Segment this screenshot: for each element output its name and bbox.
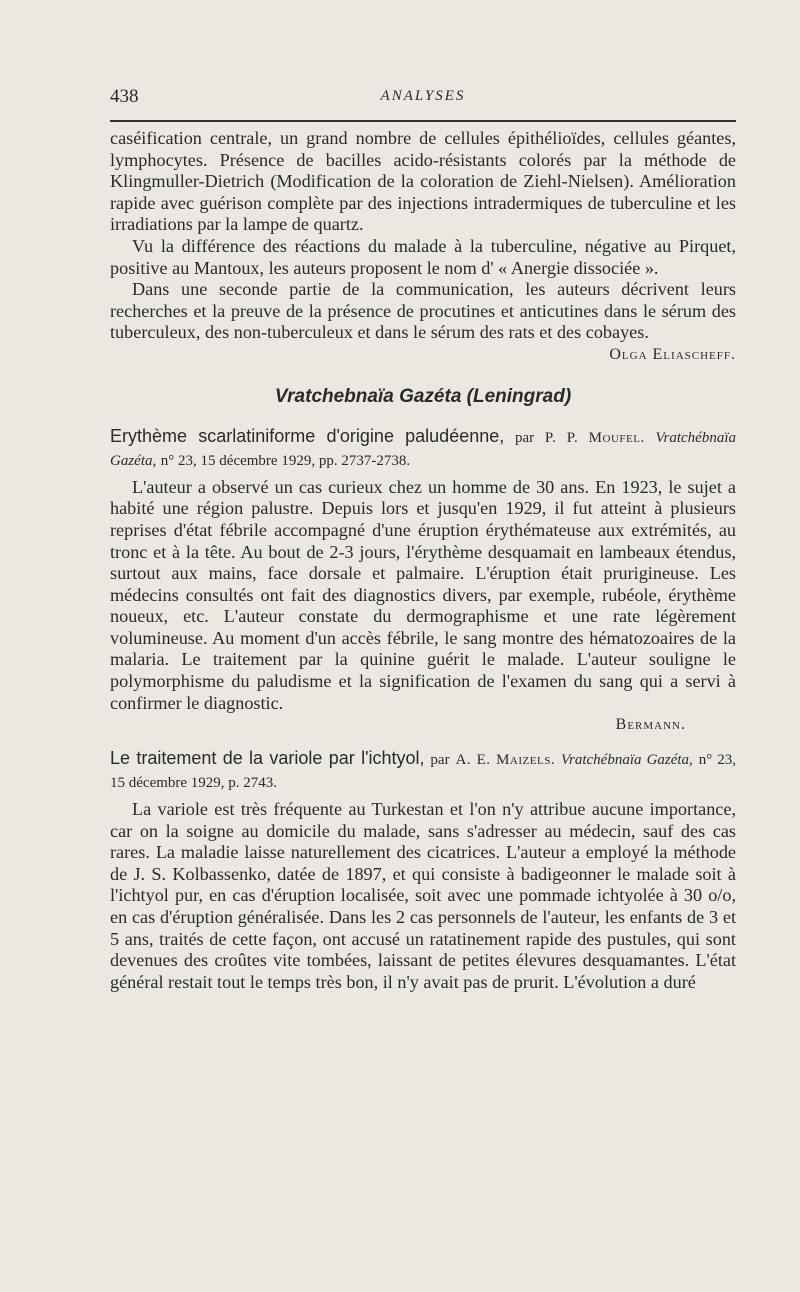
article-heading xyxy=(110,748,736,795)
journal-heading: Vratchebnaïa Gazéta (Leningrad) xyxy=(274,385,572,407)
article-heading xyxy=(110,426,736,473)
signature: Olga Eliascheff. xyxy=(609,345,736,363)
article-title: Le traitement de la variole par l'ichtyol, xyxy=(110,747,425,768)
article-by: par xyxy=(430,751,450,768)
article-citation: n° 23, 15 décembre 1929, pp. 2737-2738. xyxy=(160,453,411,470)
article-title: Erythème scarlatiniforme d'origine paludéenne, xyxy=(110,425,505,446)
page-header xyxy=(110,84,736,108)
signature: Bermann. xyxy=(615,716,686,734)
article-journal: Vratchébnaïa Gazéta, xyxy=(560,751,693,768)
main-text xyxy=(110,128,736,993)
article-citation: n° 23, 15 décembre 1929, p. 2743. xyxy=(110,751,737,792)
header-rule xyxy=(110,120,736,122)
article-author: P. P. Moufel. xyxy=(544,429,645,446)
continuation-text: Dans une seconde partie de la communication, les auteurs décrivent leurs recherches et la preuve de la présence de procutines et anticutines dans le sérum des tuberculeux, des non-tuberculeux et dans le sérum des rats et des cobayes. xyxy=(110,279,736,343)
article-body: L'auteur a observé un cas curieux chez un homme de 30 ans. En 1923, le sujet a habité une région palustre. Depuis lors et jusqu'en 1929, il fut atteint à plusieurs reprises d'état fébrile accompagné d'une éruption érythémateuse aux extrémités, au tronc et à la tête. Au bout de 2-3 jours, l'érythème desquamait en lambeaux étendus, surtout aux mains, face dorsale et palmaire. L'éruption était prurigineuse. Les médecins consultés ont fait des diagnostics divers, par exemple, rubéole, érythème noueux, etc. L'auteur constate du dermographisme et une rate légèrement volumineuse. Au moment d'un accès fébrile, le sang montre des hématozoaires de la malaria. Le traitement par la quinine guérit le malade. L'auteur souligne le polymorphisme du paludisme et la signification de l'examen du sang qui a servi à confirmer le diagnostic. xyxy=(110,476,736,713)
running-title: ANALYSES xyxy=(380,88,466,104)
article-journal: Vratchébnaïa Gazéta, xyxy=(110,429,736,470)
article-body: La variole est très fréquente au Turkestan et l'on n'y attribue aucune importance, car on la soigne au domicile du malade, sans s'adresser au médecin, sauf des cas rares. La maladie laisse naturellement des cicatrices. L'auteur a employé la méthode de J. S. Kolbassenko, datée de 1897, et qui consiste à badigeonner le malade soit à l'ichtyol pur, en cas d'éruption localisée, soit avec une pommade ichtyolée à 30 o/o, en cas d'éruption généralisée. Dans les 2 cas personnels de l'auteur, les enfants de 3 et 5 ans, traités de cette façon, ont accusé un ratatinement rapide des pustules, qui sont devenues des croûtes vite tombées, laissant de petites élevures desquamantes. L'état général restait tout le temps très bon, il n'y avait pas de prurit. L'évolution a duré xyxy=(110,799,736,992)
continuation-paragraph: Vu la différence des réactions du malade à la tuberculine, négative au Pirquet, positive au Mantoux, les auteurs proposent le nom d' « Anergie dissociée ». xyxy=(110,235,736,278)
continuation-paragraph xyxy=(110,279,736,363)
article xyxy=(110,426,736,736)
article-author: A. E. Maizels. xyxy=(455,751,556,768)
continuation-paragraph: caséification centrale, un grand nombre de cellules épithélioïdes, cellules géantes, lymphocytes. Présence de bacilles acido-résistants colorés par la méthode de Klingmuller-Dietrich (Modification de la coloration de Ziehl-Nielsen). Amélioration rapide avec guérison complète par des injections intradermiques de tuberculine et les irradiations par la lampe de quartz. xyxy=(110,128,736,235)
article xyxy=(110,748,736,994)
page-number: 438 xyxy=(110,86,139,107)
article-by: par xyxy=(515,429,535,446)
